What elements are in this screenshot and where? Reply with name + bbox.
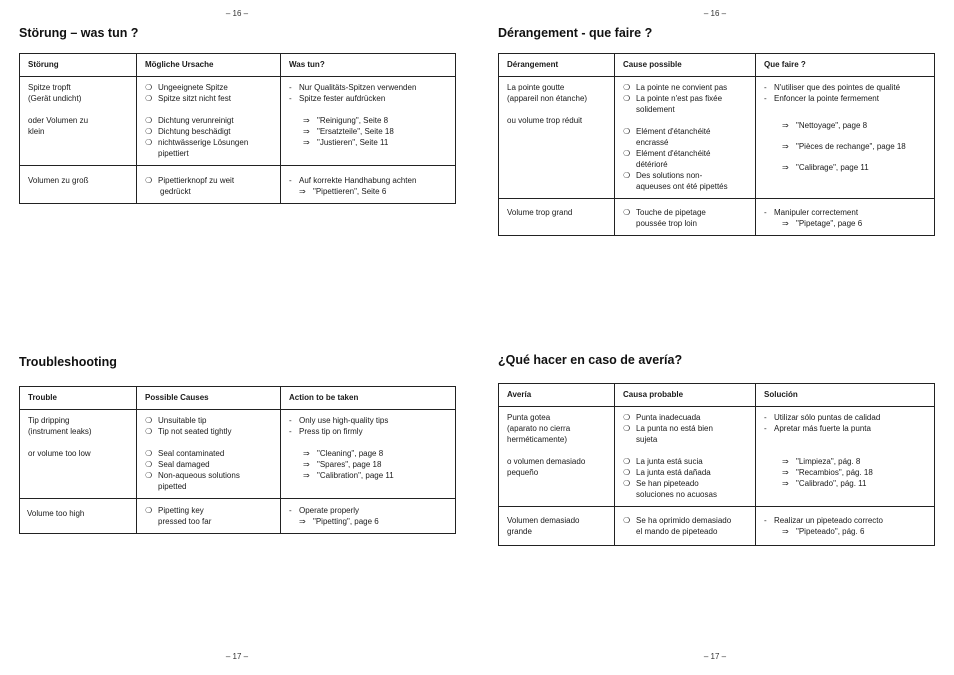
circle-bullet-icon: ❍ (623, 94, 631, 104)
circle-bullet-icon: ❍ (145, 176, 153, 186)
cause-item: ❍ La pointe ne convient pas (623, 83, 728, 92)
arrow-right-icon: ⇒ (782, 527, 789, 537)
cause-item: ❍ La junta está sucia (623, 457, 703, 467)
circle-bullet-icon: ❍ (145, 449, 153, 459)
trouble-text: oder Volumen zu (28, 116, 89, 126)
action-item: - Nur Qualitäts-Spitzen verwenden (289, 83, 417, 92)
troubleshooting-table-german (19, 53, 456, 204)
causes-cell (137, 499, 281, 534)
circle-bullet-icon: ❍ (145, 506, 153, 516)
arrow-right-icon: ⇒ (782, 219, 789, 229)
dash-bullet: - (764, 424, 767, 434)
table-row (499, 407, 935, 507)
trouble-cell (20, 410, 137, 499)
trouble-text: (aparato no cierra (507, 424, 571, 434)
trouble-text: Tip dripping (28, 416, 70, 425)
dash-bullet: - (289, 176, 292, 186)
table-row (20, 410, 456, 499)
cause-item: ❍ Dichtung beschädigt (145, 127, 231, 137)
action-item: - N'utiliser que des pointes de qualité (764, 83, 901, 92)
dash-bullet: - (764, 413, 767, 422)
dash-bullet: - (764, 208, 767, 218)
trouble-text: pequeño (507, 468, 539, 478)
table-row (20, 166, 456, 204)
cause-item: ❍ Des solutions non- aqueuses ont été pipettés (623, 171, 728, 192)
page-reference: ⇒ "Pipetting", page 6 (299, 517, 379, 527)
actions-cell (756, 77, 935, 199)
cause-item: ❍ Elément d'étanchéité détérioré (623, 149, 711, 170)
action-item: - Only use high-quality tips (289, 416, 389, 425)
circle-bullet-icon: ❍ (623, 83, 631, 92)
page-reference: ⇒ "Pipetage", page 6 (782, 219, 863, 229)
circle-bullet-icon: ❍ (145, 127, 153, 137)
dash-bullet: - (289, 416, 292, 425)
page-reference: ⇒ "Reinigung", Seite 8 (303, 116, 389, 126)
circle-bullet-icon: ❍ (623, 208, 631, 218)
page-reference: ⇒ "Calibrado", pág. 11 (782, 479, 867, 489)
section-title-german: Störung – was tun ? (19, 26, 139, 40)
causes-cell (137, 166, 281, 204)
cause-item: ❍ Spitze sitzt nicht fest (145, 94, 231, 104)
cause-item: ❍ Elément d'étanchéité encrassé (623, 127, 711, 148)
circle-bullet-icon: ❍ (623, 468, 631, 478)
circle-bullet-icon: ❍ (145, 83, 153, 92)
page-number-16-left: – 16 – (225, 9, 249, 18)
cause-item: ❍ Se han pipeteado soluciones no acuosas (623, 479, 717, 500)
arrow-right-icon: ⇒ (303, 127, 310, 137)
table-row (20, 499, 456, 534)
arrow-right-icon: ⇒ (303, 116, 310, 126)
column-header-trouble: Avería (499, 384, 615, 407)
trouble-text: Volumen zu groß (28, 176, 89, 186)
trouble-text: Volume too high (27, 509, 85, 519)
circle-bullet-icon: ❍ (145, 116, 153, 126)
circle-bullet-icon: ❍ (145, 427, 153, 437)
trouble-text: grande (507, 527, 532, 537)
circle-bullet-icon: ❍ (623, 479, 631, 489)
dash-bullet: - (764, 83, 767, 92)
arrow-right-icon: ⇒ (782, 163, 789, 173)
dash-bullet: - (764, 94, 767, 104)
trouble-text: o volumen demasiado (507, 457, 586, 467)
action-item: - Press tip on firmly (289, 427, 363, 437)
circle-bullet-icon: ❍ (145, 471, 153, 481)
column-header-causes: Cause possible (615, 54, 756, 77)
page-number-17-right: – 17 – (703, 652, 727, 661)
column-header-causes: Mögliche Ursache (137, 54, 281, 77)
cause-item: ❍ nichtwässerige Lösungen pipettiert (145, 138, 249, 159)
page-number-16-right: – 16 – (703, 9, 727, 18)
column-header-trouble: Trouble (20, 387, 137, 410)
page-reference: ⇒ "Pièces de rechange", page 18 (782, 142, 906, 152)
arrow-right-icon: ⇒ (299, 517, 306, 527)
trouble-text: klein (28, 127, 45, 137)
page-reference: ⇒ "Nettoyage", page 8 (782, 121, 868, 131)
causes-cell (615, 507, 756, 546)
table-row (499, 199, 935, 236)
cause-item: ❍ Punta inadecuada (623, 413, 701, 422)
actions-cell (756, 407, 935, 507)
arrow-right-icon: ⇒ (782, 468, 789, 478)
troubleshooting-table-english (19, 386, 456, 534)
trouble-cell (20, 499, 137, 534)
trouble-text: (appareil non étanche) (507, 94, 588, 104)
table-row (499, 507, 935, 546)
column-header-actions: Solución (756, 384, 935, 407)
trouble-cell (20, 77, 137, 166)
action-item: - Manipuler correctement (764, 208, 859, 218)
causes-cell (137, 77, 281, 166)
section-title-spanish: ¿Qué hacer en caso de avería? (498, 353, 683, 367)
arrow-right-icon: ⇒ (303, 449, 310, 459)
actions-cell (756, 199, 935, 236)
circle-bullet-icon: ❍ (623, 171, 631, 181)
circle-bullet-icon: ❍ (623, 127, 631, 137)
arrow-right-icon: ⇒ (303, 471, 310, 481)
cause-item: ❍ Se ha oprimido demasiado el mando de pipeteado (623, 516, 732, 537)
trouble-text: La pointe goutte (507, 83, 565, 92)
section-title-french: Dérangement - que faire ? (498, 26, 653, 40)
circle-bullet-icon: ❍ (623, 457, 631, 467)
arrow-right-icon: ⇒ (299, 187, 306, 197)
page-reference: ⇒ "Calibration", page 11 (303, 471, 394, 481)
cause-item: ❍ Seal damaged (145, 460, 210, 470)
cause-item: ❍ Seal contaminated (145, 449, 225, 459)
troubleshooting-table-spanish (498, 383, 935, 546)
troubleshooting-table-french (498, 53, 935, 236)
cause-item: ❍ Unsuitable tip (145, 416, 207, 425)
trouble-cell (499, 77, 615, 199)
page-reference: ⇒ "Calibrage", page 11 (782, 163, 869, 173)
page-reference: ⇒ "Recambios", pág. 18 (782, 468, 873, 478)
column-header-trouble: Störung (20, 54, 137, 77)
table-row (499, 77, 935, 199)
actions-cell (281, 77, 456, 166)
arrow-right-icon: ⇒ (782, 142, 789, 152)
dash-bullet: - (289, 94, 292, 104)
page-reference: ⇒ "Ersatzteile", Seite 18 (303, 127, 394, 137)
circle-bullet-icon: ❍ (623, 516, 631, 526)
cause-item: ❍ Pipetting key pressed too far (145, 506, 212, 527)
circle-bullet-icon: ❍ (623, 424, 631, 434)
action-item: - Operate properly (289, 506, 360, 516)
trouble-cell (499, 407, 615, 507)
page-reference: ⇒ "Pipettieren", Seite 6 (299, 187, 387, 197)
dash-bullet: - (289, 83, 292, 92)
circle-bullet-icon: ❍ (145, 94, 153, 104)
table-header-row (499, 54, 935, 77)
action-item: - Realizar un pipeteado correcto (764, 516, 883, 526)
dash-bullet: - (289, 427, 292, 437)
page-reference: ⇒ "Justieren", Seite 11 (303, 138, 389, 148)
circle-bullet-icon: ❍ (623, 413, 631, 422)
action-item: - Auf korrekte Handhabung achten (289, 176, 417, 186)
trouble-cell (499, 199, 615, 236)
action-item: - Utilizar sólo puntas de calidad (764, 413, 881, 422)
cause-item: ❍ Pipettierknopf zu weit gedrückt (145, 176, 235, 197)
trouble-text: Volumen demasiado (507, 516, 580, 526)
trouble-text: or volume too low (28, 449, 91, 459)
page-reference: ⇒ "Pipeteado", pág. 6 (782, 527, 865, 537)
column-header-causes: Causa probable (615, 384, 756, 407)
action-item: - Apretar más fuerte la punta (764, 424, 871, 434)
arrow-right-icon: ⇒ (782, 457, 789, 467)
actions-cell (281, 410, 456, 499)
trouble-text: (instrument leaks) (28, 427, 92, 437)
trouble-text: (Gerät undicht) (28, 94, 82, 104)
actions-cell (281, 166, 456, 204)
arrow-right-icon: ⇒ (303, 460, 310, 470)
table-row (20, 77, 456, 166)
trouble-text: herméticamente) (507, 435, 568, 445)
cause-item: ❍ Dichtung verunreinigt (145, 116, 234, 126)
column-header-causes: Possible Causes (137, 387, 281, 410)
cause-item: ❍ Non-aqueous solutions pipetted (145, 471, 240, 492)
causes-cell (615, 77, 756, 199)
actions-cell (281, 499, 456, 534)
arrow-right-icon: ⇒ (303, 138, 310, 148)
cause-item: ❍ La junta está dañada (623, 468, 711, 478)
causes-cell (615, 407, 756, 507)
cause-item: ❍ Tip not seated tightly (145, 427, 232, 437)
cause-item: ❍ Ungeeignete Spitze (145, 83, 228, 92)
dash-bullet: - (289, 506, 292, 516)
table-header-row (499, 384, 935, 407)
cause-item: ❍ Touche de pipetage poussée trop loin (623, 208, 706, 229)
actions-cell (756, 507, 935, 546)
arrow-right-icon: ⇒ (782, 121, 789, 131)
circle-bullet-icon: ❍ (145, 138, 153, 148)
table-header-row (20, 387, 456, 410)
trouble-text: Spitze tropft (28, 83, 71, 92)
column-header-actions: Was tun? (281, 54, 456, 77)
causes-cell (615, 199, 756, 236)
column-header-actions: Action to be taken (281, 387, 456, 410)
page-reference: ⇒ "Limpieza", pág. 8 (782, 457, 861, 467)
table-header-row (20, 54, 456, 77)
circle-bullet-icon: ❍ (145, 416, 153, 425)
section-title-english: Troubleshooting (19, 355, 117, 369)
trouble-cell (20, 166, 137, 204)
page-reference: ⇒ "Spares", page 18 (303, 460, 382, 470)
trouble-cell (499, 507, 615, 546)
action-item: - Spitze fester aufdrücken (289, 94, 386, 104)
trouble-text: ou volume trop réduit (507, 116, 583, 126)
action-item: - Enfoncer la pointe fermement (764, 94, 879, 104)
trouble-text: Volume trop grand (507, 208, 573, 218)
circle-bullet-icon: ❍ (623, 149, 631, 159)
column-header-trouble: Dérangement (499, 54, 615, 77)
column-header-actions: Que faire ? (756, 54, 935, 77)
causes-cell (137, 410, 281, 499)
page-number-17-left: – 17 – (225, 652, 249, 661)
cause-item: ❍ La pointe n'est pas fixée solidement (623, 94, 723, 115)
circle-bullet-icon: ❍ (145, 460, 153, 470)
arrow-right-icon: ⇒ (782, 479, 789, 489)
trouble-text: Punta gotea (507, 413, 551, 422)
dash-bullet: - (764, 516, 767, 526)
page-reference: ⇒ "Cleaning", page 8 (303, 449, 384, 459)
cause-item: ❍ La punta no está bien sujeta (623, 424, 713, 445)
